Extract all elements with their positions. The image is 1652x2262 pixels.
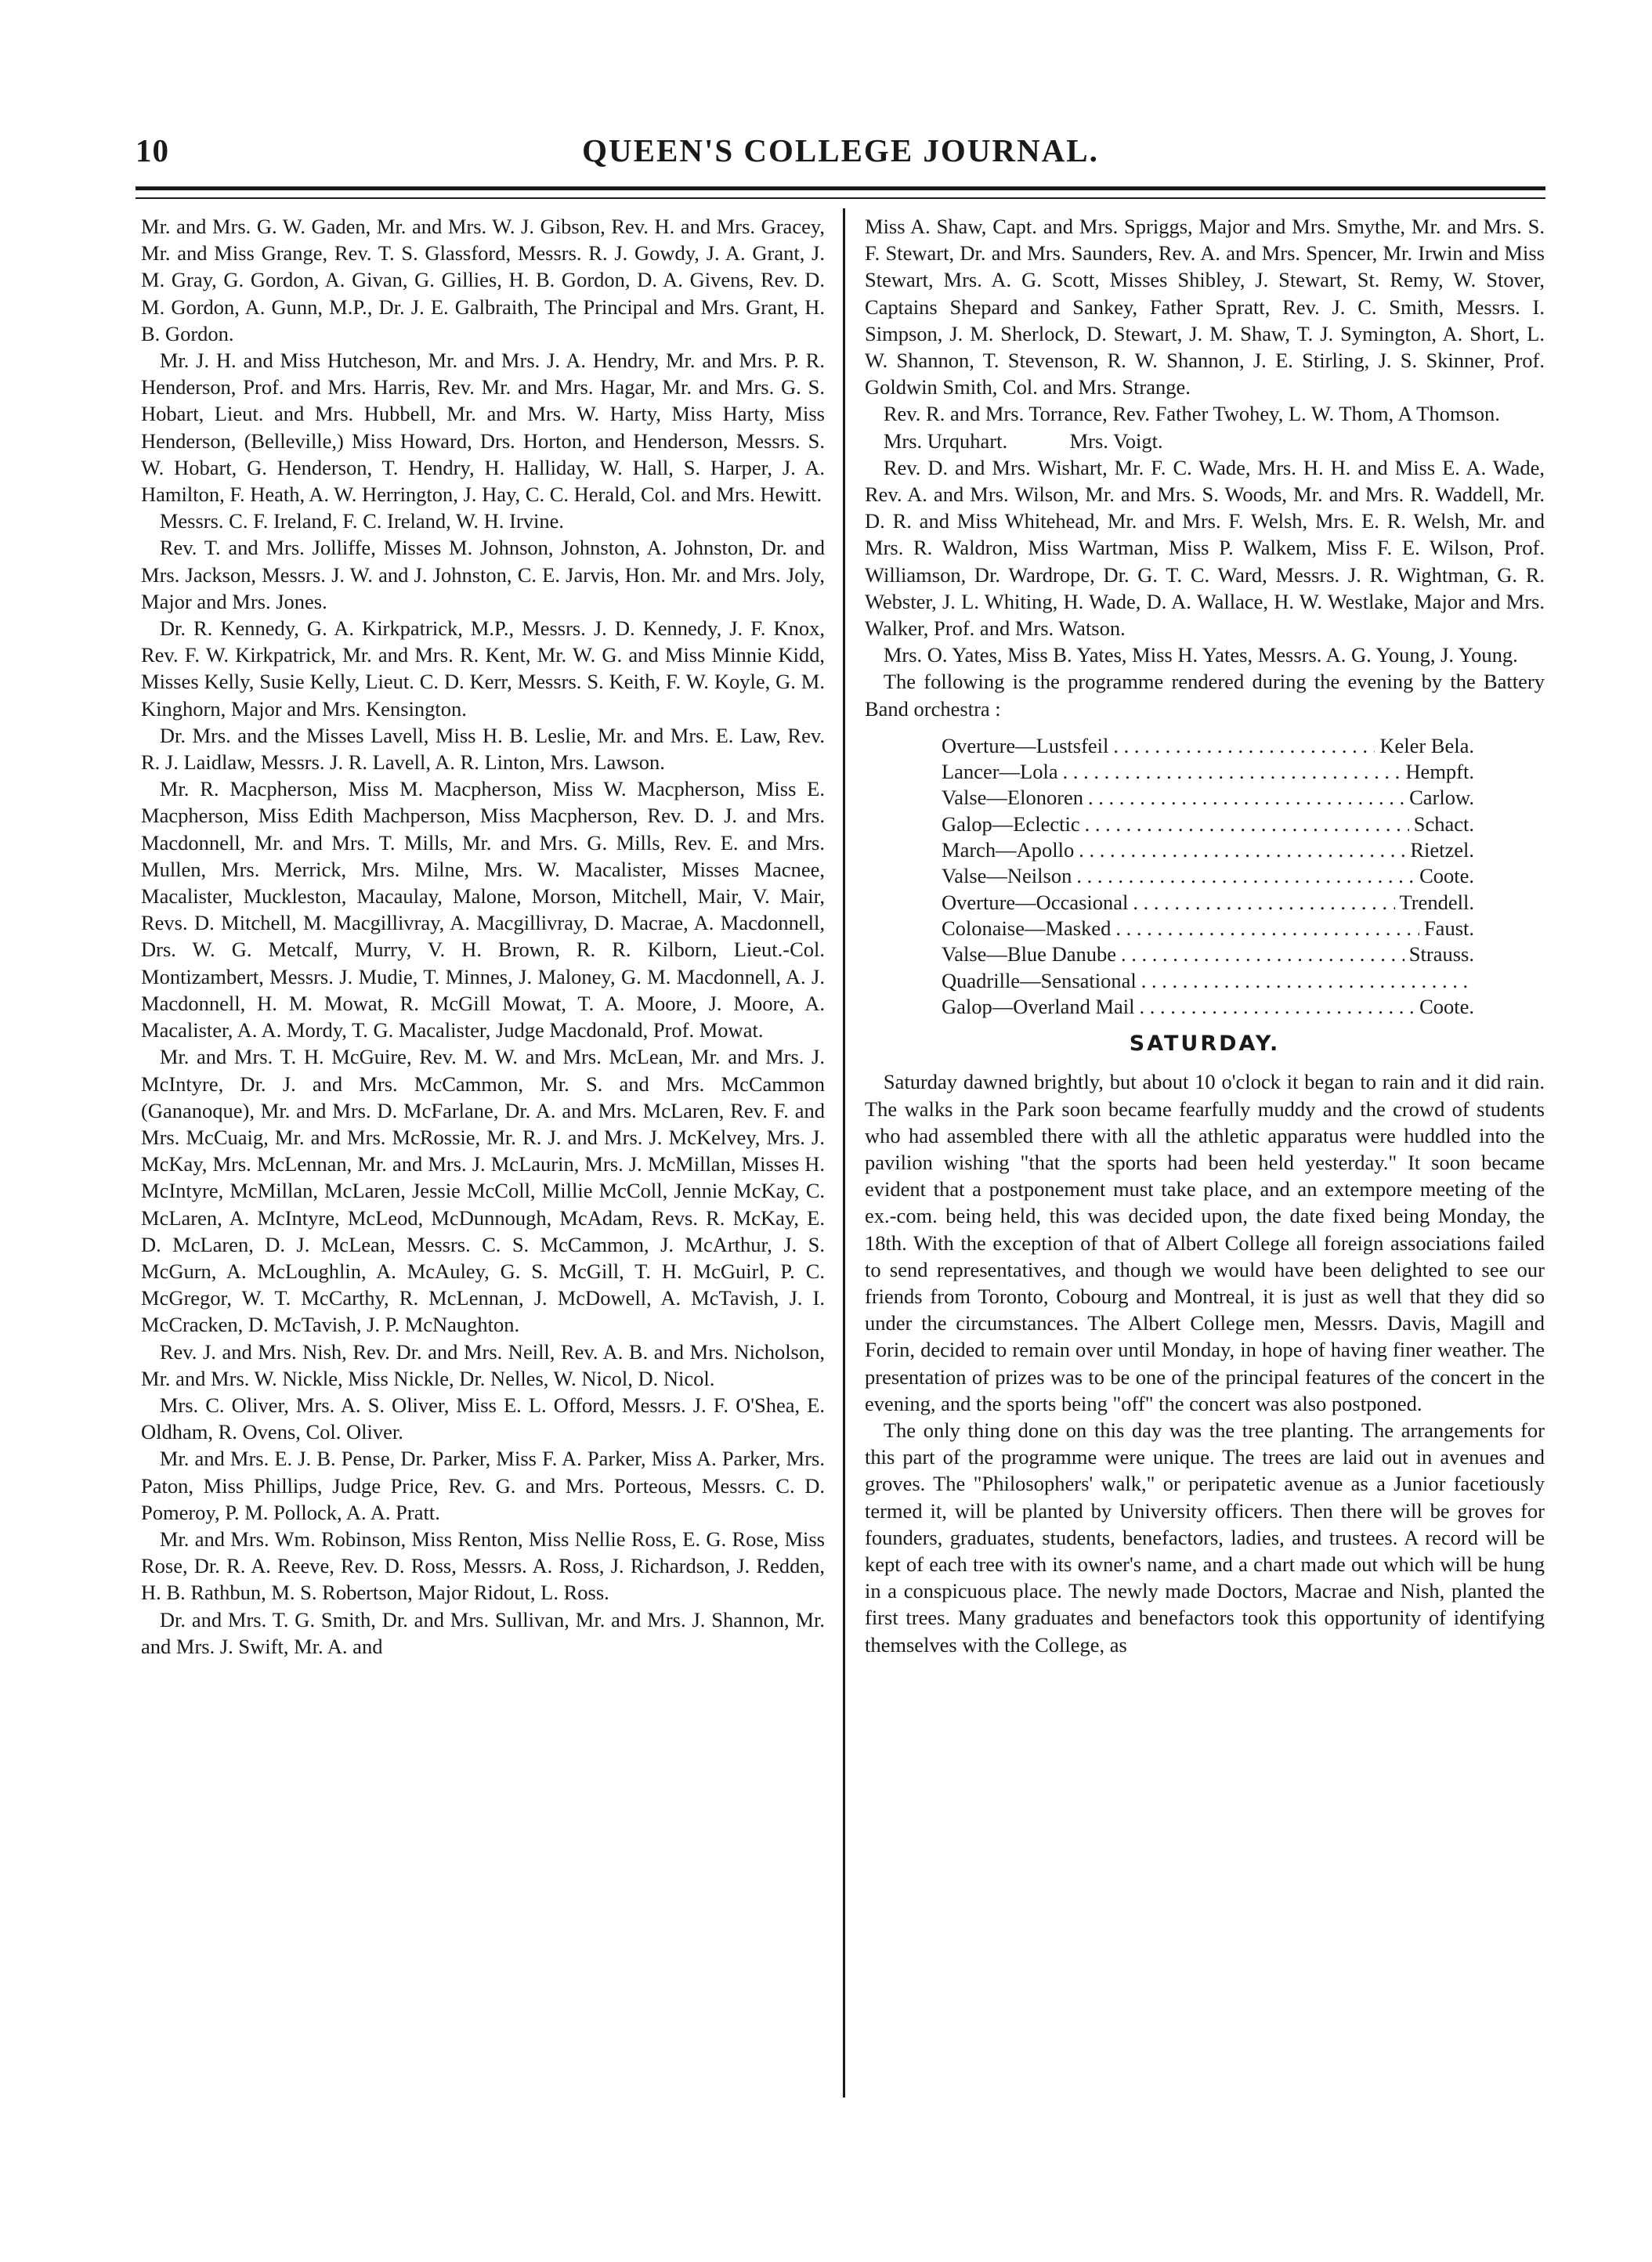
column-divider [843,208,845,2098]
programme-composer: Trendell. [1399,890,1474,914]
dot-leader [1088,785,1404,811]
programme-item [942,759,1474,785]
guest-list-s-continued: Miss A. Shaw, Capt. and Mrs. Spriggs, Major and Mrs. Smythe, Mr. and Mrs. S. F. Stewart, Dr. and Mrs. Saunders, Rev. A. and Mrs. Spencer, Mr. Irwin and Miss Stewart, Mrs. A. G. Scott, Misses Shibley, J. Stewart, St. Remy, W. Stover, Captains Shepard and Sankey, Father Spratt, Rev. J. C. Smith, Messrs. I. Simpson, J. M. Sherlock, D. Stewart, J. M. Shaw, T. J. Symington, A. Short, L. W. Shannon, T. Stevenson, R. W. Shannon, J. E. Stirling, J. S. Skinner, Prof. Goldwin Smith, Col. and Mrs. Strange. [865,215,1545,399]
programme-title: Overture—Occasional [942,890,1129,914]
programme-composer: Schact. [1413,811,1474,836]
programme-title: Quadrille—Sensational [942,968,1137,992]
guest-list-k: Dr. R. Kennedy, G. A. Kirkpatrick, M.P., Messrs. J. D. Kennedy, J. F. Knox, Rev. F. W. Kirkpatrick, Mr. and Mrs. R. Kent, Mr. W. G. and Miss Minnie Kidd, Misses Kelly, Susie Kelly, Lieut. C. D. Kerr, Messrs. S. Keith, F. W. Koyle, G. M. Kinghorn, Major and Mrs. Kensington. [141,616,825,721]
programme-item [942,916,1474,941]
guest-list-u-v: Mrs. Urquhart. Mrs. Voigt. [883,428,1163,453]
programme-item [942,733,1474,759]
programme-item [942,863,1474,889]
programme-composer: Rietzel. [1410,838,1474,862]
programme-composer: Strauss. [1408,942,1474,967]
programme-item [942,785,1474,811]
programme-list [942,733,1474,1020]
saturday-paragraph: Saturday dawned brightly, but about 10 o'clock it began to rain and it did rain. The walks in the Park soon became fearfully muddy and the crowd of students who had assembled there with all the athletic apparatus were huddled into the pavilion wishing "that the sports had been held yesterday." It soon became evident that a postponement must take place, and an extempore meeting of the ex.-com. being held, this was decided upon, the date fixed being Monday, the 18th. With the exception of that of Albert College all foreign associations failed to send representatives, and though we would have been delighted to see our friends from Toronto, Cobourg and Montreal, it is just as well that they did so under the circumstances. The Albert College men, Messrs. Davis, Magill and Forin, decided to remain over until Monday, in hope of having finer weather. The presentation of prizes was to be one of the principal features of the concert in the evening, and the sports being "off" the concert was also postponed. [865,1070,1545,1415]
guest-list-w: Rev. D. and Mrs. Wishart, Mr. F. C. Wade, Mrs. H. H. and Miss E. A. Wade, Rev. A. and Mrs. Wilson, Mr. and Mrs. S. Woods, Mr. and Mrs. R. Waddell, Mr. D. R. and Miss Whitehead, Mr. and Mrs. F. Welsh, Mrs. E. R. Welsh, Mr. and Mrs. R. Waldron, Miss Wartman, Miss P. Walkem, Miss F. E. Wilson, Prof. Williamson, Dr. Wardrope, Dr. G. T. C. Ward, Messrs. J. R. Wightman, G. R. Webster, J. L. Whiting, H. Wade, D. A. Wallace, H. W. Westlake, Major and Mrs. Walker, Prof. and Mrs. Watson. [865,455,1545,641]
guest-list-r: Mr. and Mrs. Wm. Robinson, Miss Renton, Miss Nellie Ross, E. G. Rose, Miss Rose, Dr. R. A. Reeve, Rev. D. Ross, Messrs. A. Ross, J. Richardson, J. Redden, H. B. Rathbun, M. S. Robertson, Major Ridout, L. Ross. [141,1527,825,1605]
programme-composer: Coote. [1419,994,1474,1018]
programme-composer: Coote. [1419,864,1474,888]
guest-list-g: Mr. and Mrs. G. W. Gaden, Mr. and Mrs. W. J. Gibson, Rev. H. and Mrs. Gracey, Mr. and Miss Grange, Rev. T. S. Glassford, Messrs. R. J. Gowdy, J. A. Grant, J. M. Gray, G. Gordon, A. Givan, G. Gillies, H. B. Gordon, D. A. Givens, Rev. D. M. Gordon, A. Gunn, M.P., Dr. J. E. Galbraith, The Principal and Mrs. Grant, H. B. Gordon. [141,215,825,345]
programme-item [942,837,1474,863]
programme-item [942,994,1474,1020]
page-number: 10 [136,132,169,168]
page-header [136,132,1545,179]
guest-list-j: Rev. T. and Mrs. Jolliffe, Misses M. Johnson, Johnston, A. Johnston, Dr. and Mrs. Jackson, Messrs. J. W. and J. Johnston, C. E. Jarvis, Hon. Mr. and Mrs. Joly, Major and Mrs. Jones. [141,536,825,613]
programme-composer: Faust. [1423,916,1474,940]
programme-composer: Hempft. [1405,760,1474,784]
dot-leader [1115,916,1419,941]
programme-title: Overture—Lustsfeil [942,733,1109,757]
programme-title: Lancer—Lola [942,760,1058,784]
programme-title: Galop—Overland Mail [942,994,1135,1018]
programme-intro: The following is the programme rendered during the evening by the Battery Band orchestra : [865,670,1545,721]
programme-title: Colonaise—Masked [942,916,1112,940]
dot-leader [1079,837,1405,863]
dot-leader [1076,863,1415,889]
programme-composer: Keler Bela. [1379,733,1474,757]
programme-item [942,890,1474,916]
guest-list-p: Mr. and Mrs. E. J. B. Pense, Dr. Parker, Miss F. A. Parker, Miss A. Parker, Mrs. Paton, Miss Phillips, Judge Price, Rev. G. and Mrs. Porteous, Messrs. C. D. Pomeroy, P. M. Pollock, A. A. Pratt. [141,1447,825,1524]
programme-title: Galop—Eclectic [942,811,1080,836]
dot-leader [1063,759,1401,785]
guest-list-m: Mr. R. Macpherson, Miss M. Macpherson, Miss W. Macpherson, Miss E. Macpherson, Miss Edith Machperson, Miss Macpherson, Rev. D. J. and Mrs. Macdonnell, Mr. and Mrs. T. Mills, Mr. and Mrs. G. Mills, Rev. E. and Mrs. Mullen, Mrs. Merrick, Mrs. Milne, Mrs. W. Macalister, Misses Macnee, Macalister, Muckleston, Macaulay, Malone, Morson, Mitchell, Mair, V. Mair, Revs. D. Mitchell, M. Macgillivray, A. Macgillivray, D. Macrae, A. Macdonnell, Drs. W. G. Metcalf, Murry, V. H. Brown, R. R. Kilborn, Lieut.-Col. Montizambert, Messrs. J. Mudie, T. Minnes, J. Maloney, G. M. Macdonnell, A. J. Macdonnell, H. M. Mowat, R. McGill Mowat, T. A. Moore, J. Moore, A. Macalister, A. A. Mordy, T. G. Macalister, Judge Macdonald, Prof. Mowat. [141,777,825,1042]
header-rule-thick [136,186,1545,190]
guest-list-s: Dr. and Mrs. T. G. Smith, Dr. and Mrs. Sullivan, Mr. and Mrs. J. Shannon, Mr. and Mrs. J. Swift, Mr. A. and [141,1607,825,1658]
dot-leader [1140,994,1415,1020]
programme-title: March—Apollo [942,838,1075,862]
left-column [141,213,825,1660]
guest-list-l: Dr. Mrs. and the Misses Lavell, Miss H. B. Leslie, Mr. and Mrs. E. Law, Rev. R. J. Laidlaw, Messrs. J. R. Lavell, A. R. Linton, Mrs. Lawson. [141,723,825,775]
guest-list-h: Mr. J. H. and Miss Hutcheson, Mr. and Mrs. J. A. Hendry, Mr. and Mrs. P. R. Henderson, Prof. and Mrs. Harris, Rev. Mr. and Mrs. Hagar, Mr. and Mrs. G. S. Hobart, Lieut. and Mrs. Hubbell, Mr. and Mrs. W. Harty, Miss Harty, Miss Henderson, (Belleville,) Miss Howard, Drs. Horton, and Henderson, Messrs. S. W. Hobart, G. Henderson, T. Hendry, H. Halliday, W. Hall, S. Harper, J. A. Hamilton, F. Heath, A. W. Herrington, J. Hay, C. C. Herald, Col. and Mrs. Hewitt. [141,349,825,507]
dot-leader [1085,811,1409,837]
guest-list-t: Rev. R. and Mrs. Torrance, Rev. Father Twohey, L. W. Thom, A Thomson. [883,402,1500,426]
dot-leader [1133,890,1394,916]
programme-item [942,811,1474,837]
dot-leader [1121,941,1404,967]
dot-leader [1141,968,1469,994]
guest-list-mc: Mr. and Mrs. T. H. McGuire, Rev. M. W. and Mrs. McLean, Mr. and Mrs. J. McIntyre, Dr. J. and Mrs. McCammon, Mr. S. and Mrs. McCammon (Gananoque), Mr. and Mrs. D. McFarlane, Dr. A. and Mrs. McLaren, Rev. F. and Mrs. McCuaig, Mr. and Mrs. McRossie, Mr. R. J. and Mrs. J. McKelvey, Mrs. J. McKay, Mrs. McLennan, Mr. and Mrs. J. McLaurin, Mrs. J. McMillan, Misses H. McIntyre, McMillan, McLaren, Jessie McColl, Millie McColl, Jennie McKay, C. McLaren, A. McIntyre, McLeod, McDunnough, McAdam, Revs. R. McKay, E. D. McLaren, D. J. McLean, Messrs. C. S. McCammon, J. McArthur, J. S. McGurn, A. McLoughlin, A. McAuley, G. S. McGill, T. H. McGuirl, P. C. McGregor, W. T. McCarthy, R. McLennan, J. McDowell, A. McTavish, J. I. McCracken, D. McTavish, J. P. McNaughton. [141,1045,825,1337]
header-rule-thin [136,197,1545,199]
guest-list-n: Rev. J. and Mrs. Nish, Rev. Dr. and Mrs. Neill, Rev. A. B. and Mrs. Nicholson, Mr. and Mrs. W. Nickle, Miss Nickle, Dr. Nelles, W. Nicol, D. Nicol. [141,1339,825,1390]
running-head: QUEEN'S COLLEGE JOURNAL. [582,132,1099,168]
saturday-paragraph: The only thing done on this day was the tree planting. The arrangements for this part of the programme were unique. The trees are laid out in avenues and groves. The "Philosophers' walk," or peripatetic avenue as a Junior facetiously termed it, will be planted by University officers. Then there will be groves for founders, graduates, students, benefactors, ladies, and trustees. A record will be kept of each tree with its owner's name, and a chart made out which will be hung in a conspicuous place. The newly made Doctors, Macrae and Nish, planted the first trees. Many graduates and benefactors took this opportunity of identifying themselves with the College, as [865,1418,1545,1657]
section-heading-saturday: SATURDAY. [1129,1032,1281,1057]
programme-title: Valse—Blue Danube [942,942,1116,967]
programme-title: Valse—Neilson [942,864,1072,888]
guest-list-i: Messrs. C. F. Ireland, F. C. Ireland, W. H. Irvine. [159,509,564,533]
programme-item [942,941,1474,967]
programme-composer: Carlow. [1409,786,1474,810]
programme-title: Valse—Elonoren [942,786,1084,810]
right-column [865,213,1545,1658]
guest-list-o: Mrs. C. Oliver, Mrs. A. S. Oliver, Miss E. L. Offord, Messrs. J. F. O'Shea, E. Oldham, R. Ovens, Col. Oliver. [141,1393,825,1444]
guest-list-y: Mrs. O. Yates, Miss B. Yates, Miss H. Yates, Messrs. A. G. Young, J. Young. [883,643,1518,667]
programme-item [942,968,1474,994]
dot-leader [1113,733,1375,759]
